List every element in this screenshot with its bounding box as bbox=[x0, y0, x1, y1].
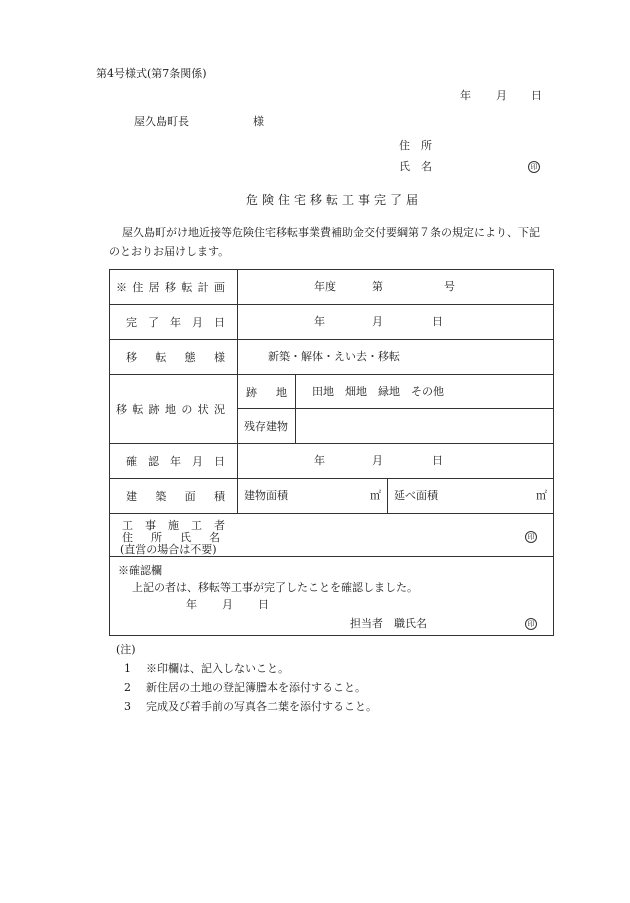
site-value[interactable] bbox=[296, 375, 554, 409]
date-year: 年 bbox=[460, 89, 471, 102]
confirm-day: 日 bbox=[432, 454, 443, 467]
row-relocation-mode bbox=[110, 340, 554, 375]
confirmation-text: 上記の者は、移転等工事が完了したことを確認しました。 bbox=[132, 581, 418, 594]
relocation-mode-options: 新築・解体・えい去・移転 bbox=[268, 350, 400, 363]
officer-seal bbox=[525, 617, 537, 630]
note-1-text: ※印欄は、記入しないこと。 bbox=[146, 662, 289, 675]
name-label: 氏 名 bbox=[399, 160, 432, 173]
note-3-number: 3 bbox=[124, 700, 131, 713]
date-day: 日 bbox=[531, 89, 542, 102]
form-number: 第4号様式(第7条関係) bbox=[96, 67, 207, 80]
contractor-cell[interactable] bbox=[110, 514, 554, 557]
applicant-seal bbox=[528, 160, 540, 173]
site-label: 跡地 bbox=[238, 375, 296, 409]
fiscal-year: 年度 bbox=[314, 280, 336, 293]
row-contractor bbox=[110, 514, 554, 557]
remaining-building-label: 残存建物 bbox=[238, 409, 296, 444]
completion-date-label: 完了年月日 bbox=[110, 305, 238, 340]
row-site-status bbox=[110, 375, 554, 409]
honorific: 様 bbox=[253, 115, 264, 128]
seal-icon: 印 bbox=[528, 161, 540, 173]
date-month: 月 bbox=[496, 89, 507, 102]
relocation-plan-label: ※住居移転計画 bbox=[110, 270, 238, 305]
contractor-label-2: 住所氏名 bbox=[122, 531, 238, 544]
building-area-sublabel: 建物面積 bbox=[244, 489, 288, 502]
confirmation-day: 日 bbox=[258, 598, 269, 611]
floor-area-cell[interactable] bbox=[388, 479, 554, 514]
site-status-label: 移転跡地の状況 bbox=[110, 375, 238, 444]
relocation-plan-value[interactable] bbox=[238, 270, 554, 305]
confirm-month: 月 bbox=[372, 454, 383, 467]
building-area-cell[interactable] bbox=[238, 479, 388, 514]
confirm-year: 年 bbox=[314, 454, 325, 467]
seal-icon: 印 bbox=[525, 618, 537, 630]
completion-date-value[interactable] bbox=[238, 305, 554, 340]
notes-title: (注) bbox=[116, 643, 136, 656]
note-3-text: 完成及び着手前の写真各二葉を添付すること。 bbox=[146, 700, 377, 713]
intro-line-1: 屋久島町がけ地近接等危険住宅移転事業費補助金交付要綱第７条の規定により、下記 bbox=[122, 226, 540, 239]
confirmation-cell[interactable] bbox=[110, 557, 554, 636]
note-2-number: 2 bbox=[124, 681, 131, 694]
building-area-label: 建築面積 bbox=[110, 479, 238, 514]
relocation-mode-value[interactable] bbox=[238, 340, 554, 375]
confirmation-month: 月 bbox=[222, 598, 233, 611]
note-1-number: 1 bbox=[124, 662, 131, 675]
confirm-date-value[interactable] bbox=[238, 444, 554, 479]
intro-line-2: のとおりお届けします。 bbox=[109, 245, 230, 258]
confirm-date-label: 確認年月日 bbox=[110, 444, 238, 479]
row-building-area bbox=[110, 479, 554, 514]
plan-no-prefix: 第 bbox=[372, 280, 383, 293]
address-label: 住 所 bbox=[399, 139, 432, 152]
seal-icon: 印 bbox=[525, 531, 537, 543]
contractor-note: (直営の場合は不要) bbox=[120, 543, 217, 556]
note-2-text: 新住居の土地の登記簿謄本を添付すること。 bbox=[146, 681, 366, 694]
form-table bbox=[109, 269, 554, 636]
document-title: 危険住宅移転工事完了届 bbox=[246, 193, 423, 207]
remaining-building-value[interactable] bbox=[296, 409, 554, 444]
floor-area-unit: ㎡ bbox=[536, 489, 548, 502]
plan-number: 号 bbox=[444, 280, 455, 293]
confirmation-year: 年 bbox=[186, 598, 197, 611]
contractor-seal bbox=[525, 530, 537, 543]
addressee: 屋久島町長 bbox=[134, 115, 189, 128]
contractor-label-1: 工事施工者 bbox=[122, 519, 237, 532]
completion-year: 年 bbox=[314, 315, 325, 328]
completion-month: 月 bbox=[372, 315, 383, 328]
completion-day: 日 bbox=[432, 315, 443, 328]
row-confirm-date bbox=[110, 444, 554, 479]
officer-label: 担当者 職氏名 bbox=[350, 617, 427, 630]
row-completion-date bbox=[110, 305, 554, 340]
site-options: 田地 畑地 緑地 その他 bbox=[312, 384, 444, 398]
confirmation-title: ※確認欄 bbox=[118, 564, 162, 577]
row-relocation-plan bbox=[110, 270, 554, 305]
building-area-unit: ㎡ bbox=[370, 489, 381, 502]
floor-area-sublabel: 延べ面積 bbox=[394, 489, 438, 502]
row-confirmation bbox=[110, 557, 554, 636]
relocation-mode-label: 移転態様 bbox=[110, 340, 238, 375]
